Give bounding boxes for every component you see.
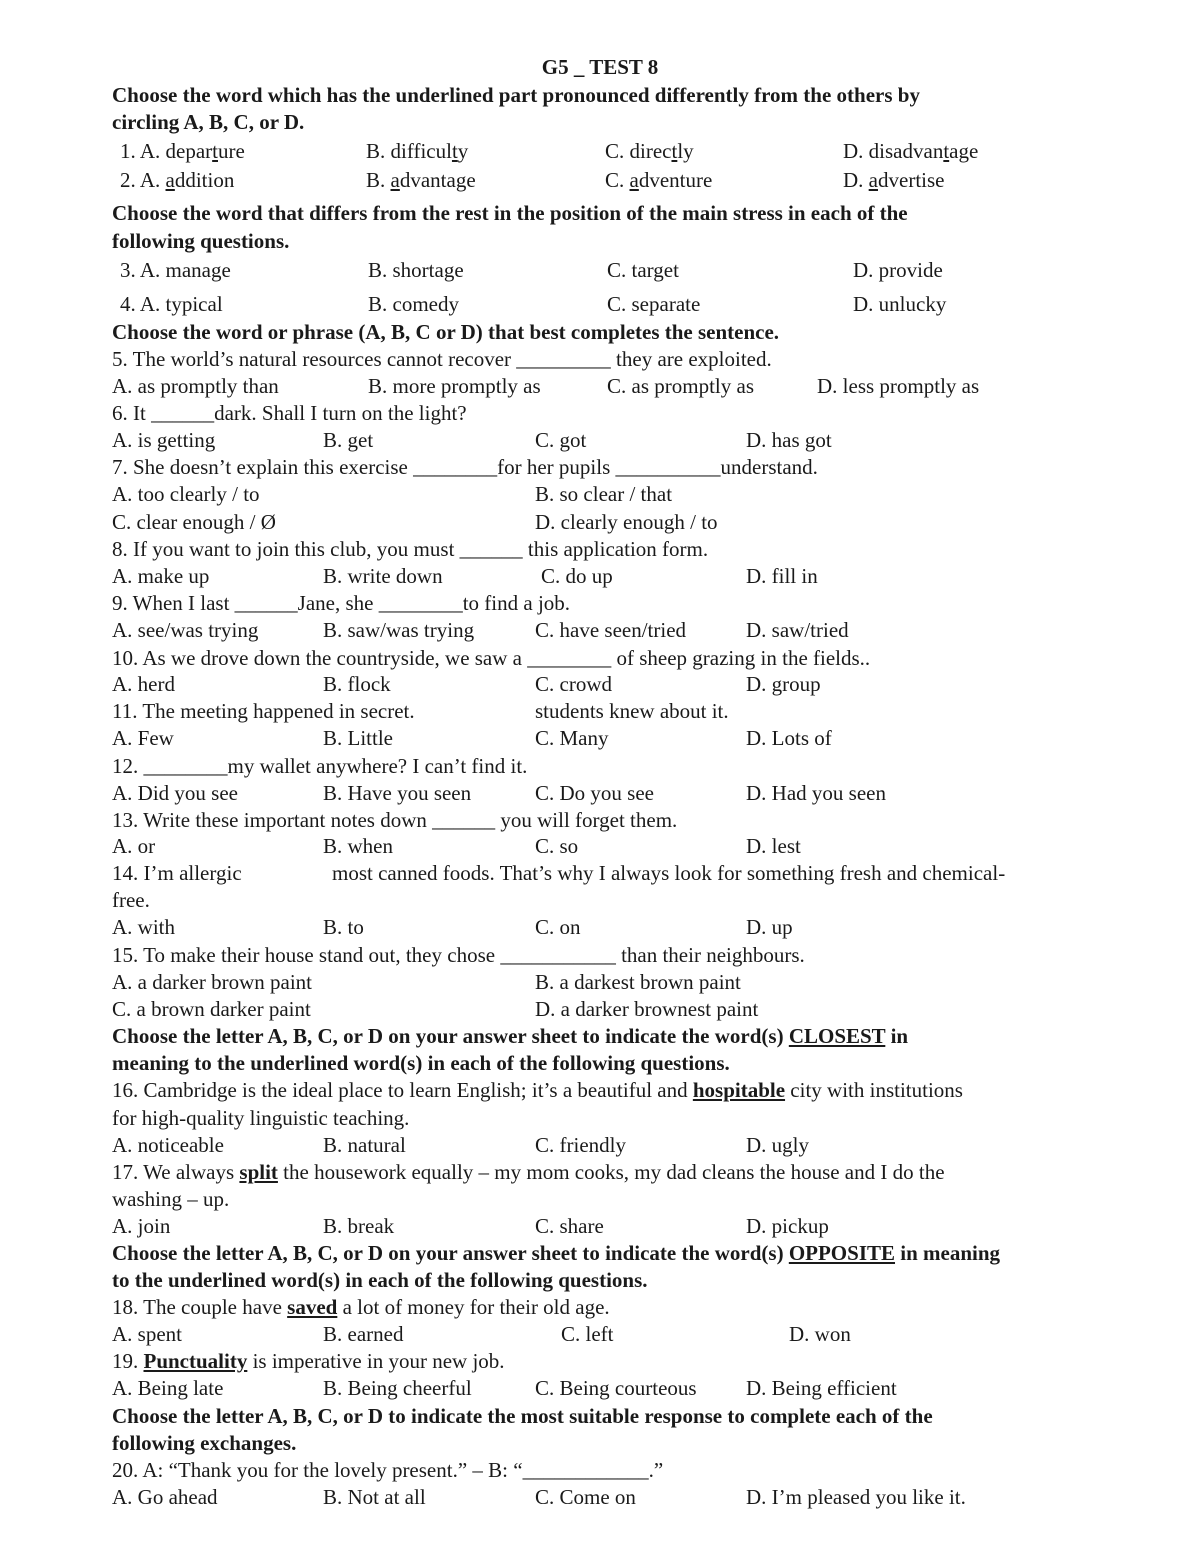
option-d: D. has got xyxy=(746,428,832,452)
question-15-stem: 15. To make their house stand out, they chose ___________ than their neighbours. xyxy=(112,943,805,967)
question-2-option-c xyxy=(605,167,712,194)
option-b: B. to xyxy=(323,915,364,939)
option-b: B. write down xyxy=(323,564,443,588)
option-text: B. difficul xyxy=(366,139,452,163)
option-a: A. as promptly than xyxy=(112,374,279,398)
option-text: C. xyxy=(605,168,630,192)
option-b: B. Have you seen xyxy=(323,781,472,805)
question-4-option-c: C. separate xyxy=(607,292,701,316)
option-c: C. share xyxy=(535,1214,604,1238)
question-3-option-a: 3. A. manage xyxy=(120,258,231,282)
emphasis-word: CLOSEST xyxy=(788,1024,886,1048)
option-c: C. clear enough / Ø xyxy=(112,510,276,534)
question-19-stem xyxy=(112,1348,505,1375)
section-text: Choose the letter A, B, C, or D on your answer sheet to indicate the word(s) xyxy=(112,1024,789,1048)
question-14-stem-continued: most canned foods. That’s why I always look for something fresh and chemical- xyxy=(332,861,1006,885)
question-1-option-b xyxy=(366,138,468,165)
option-b: B. a darkest brown paint xyxy=(535,970,741,994)
question-2-option-b xyxy=(366,167,476,194)
page-title: G5 _ TEST 8 xyxy=(541,55,659,79)
option-d: D. clearly enough / to xyxy=(535,510,718,534)
option-c: C. got xyxy=(535,428,587,452)
option-a: A. herd xyxy=(112,672,175,696)
section-1-line-2: circling A, B, C, or D. xyxy=(112,110,305,134)
option-a: A. see/was trying xyxy=(112,618,259,642)
section-5-line-2: to the underlined word(s) in each of the following questions. xyxy=(112,1268,648,1292)
question-17-stem-end: washing – up. xyxy=(112,1187,230,1211)
question-14-stem: 14. I’m allergic xyxy=(112,861,242,885)
question-number: 2. A. xyxy=(120,168,166,192)
option-text: depar xyxy=(165,139,213,163)
question-14-stem-end: free. xyxy=(112,888,150,912)
option-d: D. less promptly as xyxy=(817,374,980,398)
question-18-stem xyxy=(112,1294,610,1321)
option-d: D. Being efficient xyxy=(746,1376,897,1400)
section-text: in xyxy=(885,1024,909,1048)
section-1-line-1: Choose the word which has the underlined part pronounced differently from the others by xyxy=(112,83,920,107)
option-a: A. is getting xyxy=(112,428,216,452)
option-d: D. I’m pleased you like it. xyxy=(746,1485,966,1509)
option-d: D. Lots of xyxy=(746,726,832,750)
option-d: D. lest xyxy=(746,834,801,858)
option-a: A. too clearly / to xyxy=(112,482,260,506)
option-b: B. so clear / that xyxy=(535,482,673,506)
option-b: B. earned xyxy=(323,1322,404,1346)
section-6-line-1: Choose the letter A, B, C, or D to indicate the most suitable response to complete each of the xyxy=(112,1404,933,1428)
option-a: A. Go ahead xyxy=(112,1485,218,1509)
question-6-stem: 6. It ______dark. Shall I turn on the light? xyxy=(112,401,467,425)
underlined-keyword: Punctuality xyxy=(143,1349,248,1373)
option-d: D. pickup xyxy=(746,1214,829,1238)
stem-text: city with institutions xyxy=(785,1078,963,1102)
stem-text: 16. Cambridge is the ideal place to learn English; it’s a beautiful and xyxy=(112,1078,693,1102)
stem-text: is imperative in your new job. xyxy=(247,1349,505,1373)
option-d: D. fill in xyxy=(746,564,818,588)
question-7-stem: 7. She doesn’t explain this exercise ________for her pupils __________understand. xyxy=(112,455,818,479)
question-1-option-d xyxy=(843,138,978,165)
option-a: A. Few xyxy=(112,726,174,750)
option-c: C. a brown darker paint xyxy=(112,997,311,1021)
underlined-part: t xyxy=(943,139,950,163)
option-d: D. up xyxy=(746,915,793,939)
option-b: B. Little xyxy=(323,726,393,750)
question-12-stem: 12. ________my wallet anywhere? I can’t find it. xyxy=(112,754,528,778)
option-a: A. make up xyxy=(112,564,210,588)
question-11-stem-continued: students knew about it. xyxy=(535,699,729,723)
question-20-stem: 20. A: “Thank you for the lovely present.” – B: “____________.” xyxy=(112,1458,664,1482)
underlined-part: t xyxy=(671,139,678,163)
option-d: D. ugly xyxy=(746,1133,809,1157)
option-text: dvantage xyxy=(399,168,476,192)
option-c: C. Do you see xyxy=(535,781,654,805)
option-text: ddition xyxy=(174,168,235,192)
option-d: D. won xyxy=(789,1322,851,1346)
option-text: ure xyxy=(218,139,245,163)
option-c: C. crowd xyxy=(535,672,612,696)
option-text: C. direc xyxy=(605,139,672,163)
option-a: A. Being late xyxy=(112,1376,224,1400)
option-a: A. spent xyxy=(112,1322,182,1346)
underlined-part: t xyxy=(451,139,458,163)
question-9-stem: 9. When I last ______Jane, she ________to find a job. xyxy=(112,591,571,615)
underlined-part: a xyxy=(390,168,400,192)
option-text: D. xyxy=(843,168,869,192)
option-c: C. Come on xyxy=(535,1485,636,1509)
option-c: C. so xyxy=(535,834,579,858)
section-text: Choose the letter A, B, C, or D on your answer sheet to indicate the word(s) xyxy=(112,1241,789,1265)
question-8-stem: 8. If you want to join this club, you must ______ this application form. xyxy=(112,537,709,561)
question-16-stem-end: for high-quality linguistic teaching. xyxy=(112,1106,410,1130)
stem-text: 17. We always xyxy=(112,1160,240,1184)
section-4-line-2: meaning to the underlined word(s) in each of the following questions. xyxy=(112,1051,730,1075)
emphasis-word: OPPOSITE xyxy=(788,1241,896,1265)
option-d: D. saw/tried xyxy=(746,618,849,642)
option-a: A. a darker brown paint xyxy=(112,970,313,994)
option-text: dvertise xyxy=(878,168,945,192)
question-13-stem: 13. Write these important notes down ______ you will forget them. xyxy=(112,808,678,832)
section-4-line-1 xyxy=(112,1023,908,1050)
section-6-line-2: following exchanges. xyxy=(112,1431,297,1455)
underlined-keyword: hospitable xyxy=(692,1078,786,1102)
option-d: D. group xyxy=(746,672,821,696)
underlined-part: a xyxy=(629,168,639,192)
section-2-line-1: Choose the word that differs from the rest in the position of the main stress in each of the xyxy=(112,201,908,225)
option-c: C. have seen/tried xyxy=(535,618,687,642)
option-b: B. break xyxy=(323,1214,395,1238)
option-d: D. a darker brownest paint xyxy=(535,997,759,1021)
question-number: 1. A. xyxy=(120,139,166,163)
underlined-part: t xyxy=(212,139,218,163)
option-b: B. Being cheerful xyxy=(323,1376,472,1400)
option-c: C. friendly xyxy=(535,1133,626,1157)
question-11-stem: 11. The meeting happened in secret. xyxy=(112,699,415,723)
question-1 xyxy=(120,138,245,165)
question-3-option-b: B. shortage xyxy=(368,258,464,282)
underlined-keyword: split xyxy=(239,1160,278,1184)
option-text: B. xyxy=(366,168,391,192)
option-text: dventure xyxy=(638,168,713,192)
option-b: B. when xyxy=(323,834,393,858)
option-text: age xyxy=(949,139,979,163)
question-3-option-c: C. target xyxy=(607,258,679,282)
question-17-stem xyxy=(112,1159,945,1186)
option-c: C. left xyxy=(561,1322,614,1346)
option-c: C. as promptly as xyxy=(607,374,754,398)
option-c: C. Many xyxy=(535,726,609,750)
option-a: A. join xyxy=(112,1214,171,1238)
stem-text: a lot of money for their old age. xyxy=(337,1295,610,1319)
option-b: B. flock xyxy=(323,672,391,696)
question-2 xyxy=(120,167,234,194)
stem-text: the housework equally – my mom cooks, my dad cleans the house and I do the xyxy=(277,1160,945,1184)
question-3-option-d: D. provide xyxy=(853,258,943,282)
underlined-part: a xyxy=(868,168,878,192)
option-b: B. saw/was trying xyxy=(323,618,475,642)
section-5-line-1 xyxy=(112,1240,1000,1267)
option-c: C. Being courteous xyxy=(535,1376,697,1400)
section-text: in meaning xyxy=(895,1241,1001,1265)
option-text: D. disadvan xyxy=(843,139,944,163)
option-b: B. get xyxy=(323,428,374,452)
question-5-stem: 5. The world’s natural resources cannot recover _________ they are exploited. xyxy=(112,347,772,371)
option-a: A. or xyxy=(112,834,156,858)
option-a: A. with xyxy=(112,915,175,939)
option-a: A. noticeable xyxy=(112,1133,224,1157)
option-text: ly xyxy=(677,139,694,163)
question-1-option-c xyxy=(605,138,694,165)
section-2-line-2: following questions. xyxy=(112,229,290,253)
underlined-part: a xyxy=(165,168,175,192)
option-d: D. Had you seen xyxy=(746,781,886,805)
question-2-option-d xyxy=(843,167,944,194)
option-a: A. Did you see xyxy=(112,781,238,805)
option-c: C. do up xyxy=(541,564,613,588)
question-4-option-a: 4. A. typical xyxy=(120,292,223,316)
question-10-stem: 10. As we drove down the countryside, we saw a ________ of sheep grazing in the fields.. xyxy=(112,646,871,670)
option-b: B. natural xyxy=(323,1133,406,1157)
question-4-option-b: B. comedy xyxy=(368,292,459,316)
stem-text: 18. The couple have xyxy=(112,1295,288,1319)
question-4-option-d: D. unlucky xyxy=(853,292,947,316)
option-text: y xyxy=(457,139,469,163)
option-b: B. more promptly as xyxy=(368,374,541,398)
section-3-heading: Choose the word or phrase (A, B, C or D) that best completes the sentence. xyxy=(112,320,780,344)
stem-text: 19. xyxy=(112,1349,144,1373)
question-16-stem xyxy=(112,1077,963,1104)
option-c: C. on xyxy=(535,915,581,939)
option-b: B. Not at all xyxy=(323,1485,426,1509)
underlined-keyword: saved xyxy=(287,1295,338,1319)
